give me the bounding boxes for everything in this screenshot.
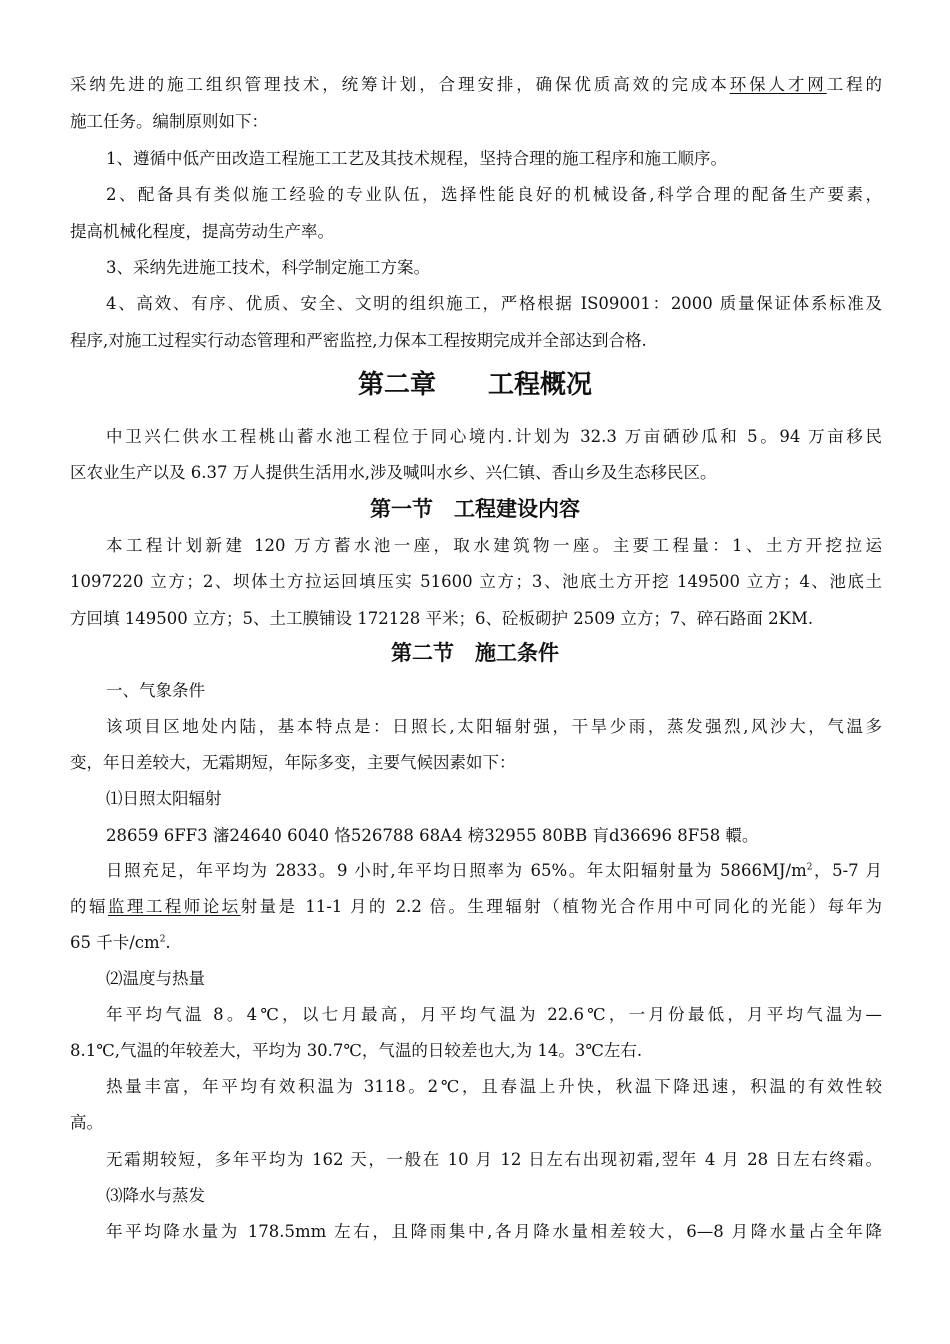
principle-4-line-2: 程序,对施工过程实行动态管理和严密监控,力保本工程按期完成并全部达到合格.: [70, 331, 647, 350]
intro-text: 采纳先进的施工组织管理技术，统筹计划，合理安排，确保优质高效的完成本: [70, 75, 730, 94]
intro-line-2: 施工任务。编制原则如下：: [70, 112, 268, 131]
heat-line-2: 高。: [70, 1113, 103, 1132]
climate-line-1: 该项目区地处内陆，基本特点是：日照长,太阳辐射强，干旱少雨，蒸发强烈,风沙大，气温多: [106, 717, 882, 736]
temperature-line-2: 8.1℃,气温的年较差大，平均为 30.7℃，气温的日较差也大,为 14。3℃左右.: [70, 1041, 643, 1060]
principle-3: 3、采纳先进施工技术，科学制定施工方案。: [106, 258, 430, 277]
scope-line-2: 1097220 立方；2、坝体土方拉运回填压实 51600 立方；3、池底土方开挖 149500 立方；4、池底土: [70, 572, 882, 591]
sunshine-line-3: [70, 931, 882, 955]
sunshine-text: 日照充足，年平均为 2833。9 小时,年平均日照率为 65%。年太阳辐射量为 5866MJ/m: [106, 861, 807, 880]
item-temperature: ⑵温度与热量: [106, 969, 205, 988]
heat-line-1: 热量丰富，年平均有效积温为 3118。2℃，且春温上升快，秋温下降迅速，积温的有效性较: [106, 1077, 882, 1096]
sunshine-line-2: [70, 895, 882, 919]
superscript: 2: [159, 934, 166, 945]
garbled-line: 28659 6FF3 瀋24640 6040 恪526788 68A4 榜32955 80BB 肓d36696 8F58 轘。: [106, 826, 759, 845]
principle-1: 1、遵循中低产田改造工程施工工艺及其技术规程，坚持合理的施工程序和施工顺序。: [106, 149, 727, 168]
scope-line-1: 本工程计划新建 120 万方蓄水池一座，取水建筑物一座。主要工程量：1、土方开挖拉运: [106, 536, 882, 555]
subheading-weather: 一、气象条件: [106, 681, 205, 700]
sunshine-text: ，5-7 月: [812, 861, 882, 880]
sunshine-text: 射量是 11-1 月的 2.2 倍。生理辐射（植物光合作用中可同化的光能）每年为: [240, 897, 882, 916]
link-jianli-forum[interactable]: 监理工程师论坛: [107, 897, 241, 916]
intro-line-1: [70, 73, 882, 97]
principle-2-line-1: 2、配备具有类似施工经验的专业队伍，选择性能良好的机械设备,科学合理的配备生产要素，: [106, 185, 882, 204]
principle-2-line-2: 提高机械化程度，提高劳动生产率。: [70, 222, 334, 241]
overview-line-2: 区农业生产以及 6.37 万人提供生活用水,涉及喊叫水乡、兴仁镇、香山乡及生态移民区。: [70, 463, 717, 482]
section-2-title: 第二节 施工条件: [391, 640, 559, 665]
climate-line-2: 变，年日差较大，无霜期短，年际多变，主要气候因素如下：: [70, 753, 516, 772]
scope-line-3: 方回填 149500 立方；5、土工膜铺设 172128 平米；6、砼板砌护 2509 立方；7、碎石路面 2KM.: [70, 609, 814, 628]
superscript: 2: [806, 862, 813, 873]
item-sunshine: ⑴日照太阳辐射: [106, 789, 222, 808]
principle-4-line-1: 4、高效、有序、优质、安全、文明的组织施工，严格根据 IS09001：2000 质量保证体系标准及: [106, 294, 882, 313]
link-huanbao-rencai[interactable]: 环保人才网: [729, 75, 827, 94]
sunshine-line-1: [106, 859, 882, 883]
sunshine-text: .: [165, 933, 171, 952]
sunshine-text: 的辐: [70, 897, 108, 916]
intro-text: 工程的: [826, 75, 882, 94]
chapter-title: 第二章 工程概况: [357, 370, 592, 400]
sunshine-text: 65 千卡/cm: [70, 933, 160, 952]
frost-line: 无霜期较短，多年平均为 162 天，一般在 10 月 12 日左右出现初霜,翌年 4 月 28 日左右终霜。: [106, 1150, 882, 1169]
rain-line-1: 年平均降水量为 178.5mm 左右，且降雨集中,各月降水量相差较大，6—8 月降水量占全年降: [106, 1222, 882, 1241]
item-precipitation: ⑶降水与蒸发: [106, 1186, 205, 1205]
overview-line-1: 中卫兴仁供水工程桃山蓄水池工程位于同心境内.计划为 32.3 万亩硒砂瓜和 5。94 万亩移民: [106, 427, 882, 446]
temperature-line-1: 年平均气温 8。4℃，以七月最高，月平均气温为 22.6℃，一月份最低，月平均气温为—: [106, 1005, 882, 1024]
section-1-title: 第一节 工程建设内容: [370, 496, 580, 521]
